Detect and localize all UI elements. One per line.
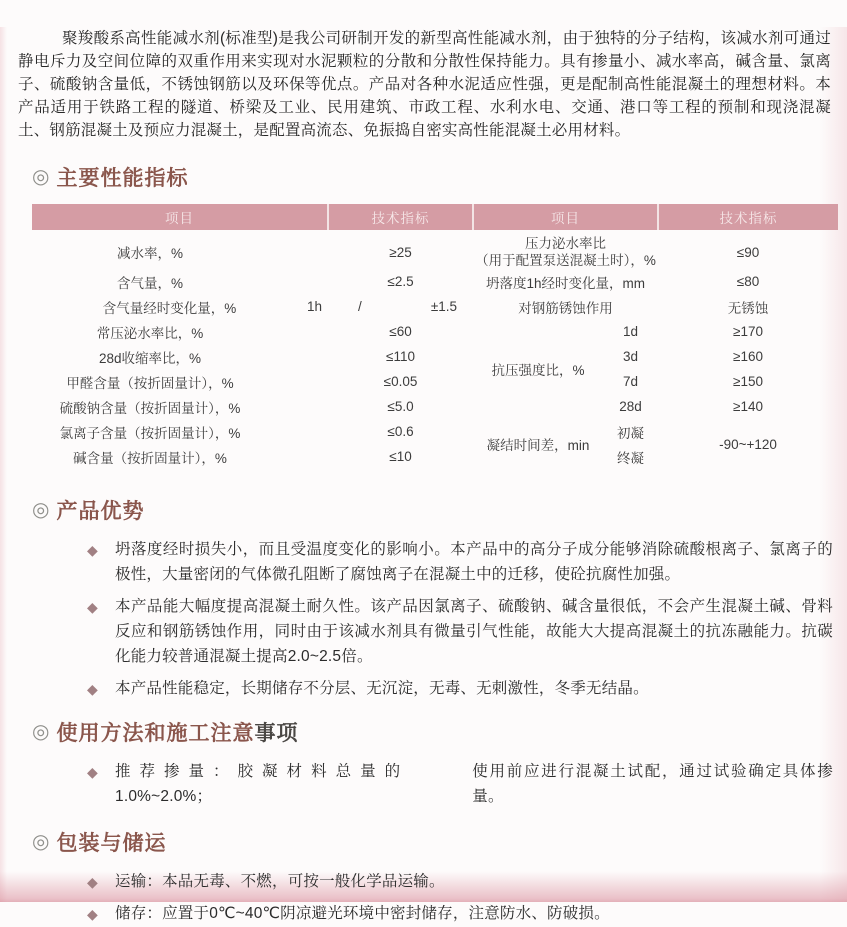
cell-value: ≤2.5	[387, 274, 414, 289]
cell-item	[32, 294, 328, 319]
table-header-row	[32, 204, 838, 230]
table-row	[32, 369, 838, 394]
cell-value: ≥160	[733, 349, 763, 364]
cell-item: 碱含量（按折固量计），%	[73, 450, 227, 466]
section-title: 主要性能指标	[56, 167, 189, 190]
cell-value: ≥25	[389, 244, 412, 260]
diamond-bullet-icon: ◆	[87, 874, 98, 890]
cell-item: 减水率，%	[116, 246, 183, 261]
table-row	[32, 344, 838, 369]
cell-group-label: 凝结时间差，min	[486, 438, 590, 453]
cell-value: ≤5.0	[387, 399, 414, 414]
cell-value: ≥140	[733, 399, 763, 414]
cell-value: -90~+120	[719, 436, 777, 452]
diamond-bullet-icon: ◆	[87, 906, 98, 922]
table-row	[32, 419, 838, 444]
section-heading-usage	[32, 717, 847, 747]
cell-value: ≤80	[736, 274, 760, 289]
cell-setting-key: 初凝	[617, 425, 644, 441]
cell-item: 常压泌水率比，%	[96, 325, 204, 341]
cell-age: 28d	[619, 399, 642, 414]
dosage-recommendation: 推荐掺量：胶凝材料总量的1.0%~2.0%；	[115, 763, 401, 805]
cell-item: 28d收缩率比，%	[98, 350, 202, 366]
list-item	[87, 537, 833, 587]
list-item-text: 储存：应置于0℃~40℃阴凉避光环境中密封储存，注意防水、防破损。	[115, 905, 610, 922]
cell-item: 对钢筋锈蚀作用	[518, 300, 613, 316]
table-row	[32, 235, 838, 269]
dosage-line	[115, 759, 833, 809]
header-cell-spec-right: 技术指标	[658, 204, 838, 230]
section-heading-packing	[32, 827, 847, 857]
cell-item: 硫酸钠含量（按折固量计），%	[59, 400, 241, 416]
cell-value: ≤110	[386, 349, 415, 364]
list-item	[87, 676, 833, 701]
list-item	[87, 759, 833, 809]
list-item	[87, 869, 833, 894]
section-title: 产品优势	[56, 500, 145, 523]
intro-paragraph: 聚羧酸系高性能减水剂(标准型)是我公司研制开发的新型高性能减水剂，由于独特的分子结构，该减水剂可通过静电斥力及空间位障的双重作用来实现对水泥颗粒的分散和分散性保持能力。具有掺量小、减水率高，碱含量、氯离子、硫酸钠含量低，不锈蚀钢筋以及环保等优点。产品对各种水泥适应性强，更是配制高性能混凝土的理想材料。本产品适用于铁路工程的隧道、桥梁及工业、民用建筑、市政工程、水利水电、交通、港口等工程的预制和现浇混凝土、钢筋混凝土及预应力混凝土，是配置高流态、免振捣自密实高性能混凝土必用材料。	[18, 30, 831, 139]
cell-value: ≤90	[736, 244, 760, 260]
table-row	[32, 269, 838, 294]
list-item-text: 本产品性能稳定，长期储存不分层、无沉淀，无毒、无刺激性，冬季无结晶。	[115, 680, 649, 697]
cell-value: ≤0.6	[387, 424, 414, 439]
cell-item-label: 含气量经时变化量，%	[102, 300, 237, 316]
cell-item: 含气量，%	[116, 275, 183, 291]
table-row	[32, 394, 838, 419]
cell-value: ≤60	[389, 324, 412, 339]
cell-value: ≥150	[733, 374, 763, 389]
header-cell-item-left: 项目	[32, 204, 328, 230]
usage-list	[0, 759, 847, 809]
section-title: 包装与储运	[56, 832, 167, 855]
cell-value-text: ±1.5	[430, 299, 457, 314]
cell-item: 坍落度1h经时变化量，mm	[485, 275, 645, 291]
cell-value: ≤0.05	[383, 374, 418, 389]
section-heading-advantages	[32, 495, 847, 525]
cell-value: ≤10	[389, 449, 412, 464]
cell-age: 7d	[622, 374, 639, 389]
cell-setting-key: 终凝	[617, 450, 644, 466]
cell-time-label: 1h	[306, 299, 322, 314]
double-circle-icon: ◎	[32, 499, 51, 521]
diamond-bullet-icon: ◆	[87, 764, 98, 780]
cell-age: 1d	[622, 324, 639, 339]
diamond-bullet-icon: ◆	[87, 542, 98, 558]
table-row	[32, 294, 838, 319]
cell-slash: /	[358, 299, 362, 314]
dosage-note: 使用前应进行混凝土试配，通过试验确定具体掺量。	[472, 763, 833, 805]
table-row	[32, 319, 838, 344]
cell-group-label: 抗压强度比，%	[491, 363, 585, 378]
packing-list	[0, 869, 847, 926]
list-item	[87, 594, 833, 669]
double-circle-icon: ◎	[32, 721, 51, 743]
product-datasheet-page	[0, 27, 847, 922]
section-title-tail: 事项	[254, 722, 299, 745]
diamond-bullet-icon: ◆	[87, 599, 98, 615]
double-circle-icon: ◎	[32, 831, 51, 853]
list-item	[87, 901, 833, 926]
section-heading-performance	[32, 162, 847, 192]
list-item-text: 本产品能大幅度提高混凝土耐久性。该产品因氯离子、硫酸钠、碱含量很低，不会产生混凝土碱、骨料反应和钢筋锈蚀作用，同时由于该减水剂具有微量引气性能，故能大大提高混凝土的抗冻融能力。抗碳化能力较普通混凝土提高2.0~2.5倍。	[115, 598, 833, 665]
cell-value	[328, 294, 473, 319]
diamond-bullet-icon: ◆	[87, 681, 98, 697]
header-cell-spec-left: 技术指标	[328, 204, 473, 230]
section-title: 使用方法和施工注意	[56, 722, 255, 745]
cell-item-line2: （用于配置泵送混凝土时），%	[475, 253, 656, 268]
cell-item: 甲醛含量（按折固量计），%	[66, 375, 234, 391]
cell-value: ≥170	[733, 324, 763, 339]
cell-item: 氯离子含量（按折固量计），%	[59, 425, 241, 441]
cell-item	[473, 235, 658, 269]
double-circle-icon: ◎	[32, 166, 51, 188]
cell-item-line1: 压力泌水率比	[525, 236, 606, 251]
advantages-list	[0, 537, 847, 701]
cell-value: 无锈蚀	[727, 300, 769, 316]
performance-table	[32, 204, 838, 469]
cell-age: 3d	[622, 349, 639, 364]
header-cell-item-right: 项目	[473, 204, 658, 230]
list-item-text: 运输：本品无毒、不燃，可按一般化学品运输。	[115, 873, 445, 890]
list-item-text: 坍落度经时损失小，而且受温度变化的影响小。本产品中的高分子成分能够消除硫酸根离子、氯离子的极性，大量密闭的气体微孔阻断了腐蚀离子在混凝土中的迁移，使砼抗腐性加强。	[115, 541, 833, 583]
